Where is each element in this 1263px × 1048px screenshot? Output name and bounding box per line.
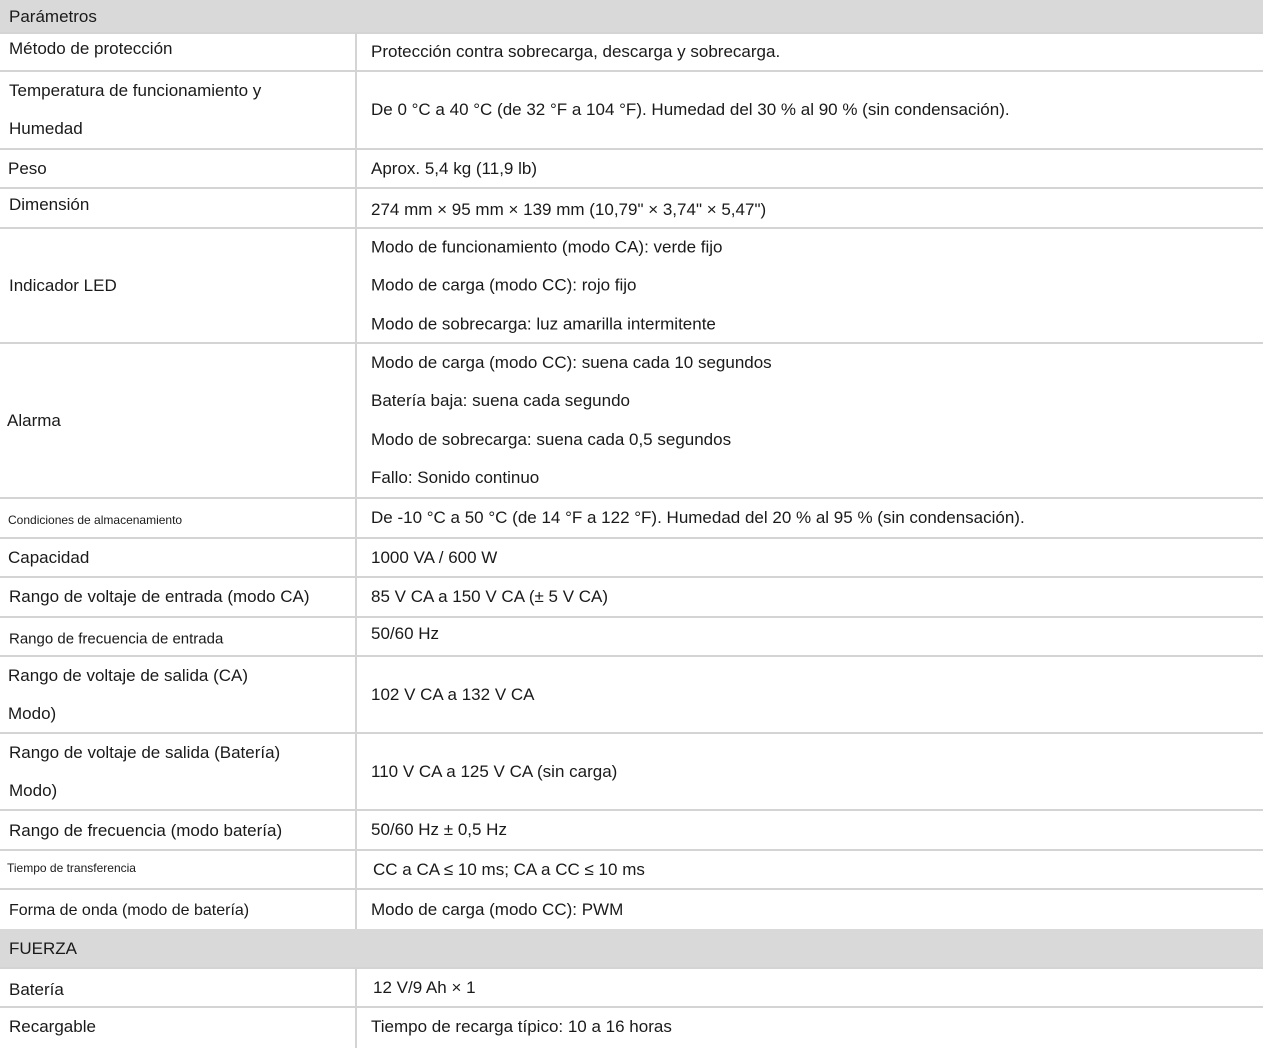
- row-value: 12 V/9 Ah × 1: [373, 977, 476, 997]
- row-label-cell: [0, 34, 357, 70]
- row-value-line: Modo de sobrecarga: luz amarilla intermitente: [371, 313, 716, 333]
- row-value-cell: [357, 539, 1263, 576]
- table-row: [0, 851, 1263, 890]
- row-value-cell: [357, 189, 1263, 227]
- table-row: [0, 229, 1263, 344]
- row-label: Capacidad: [8, 547, 90, 567]
- row-value-cell: [357, 657, 1263, 732]
- row-value-cell: [357, 890, 1263, 929]
- table-row: [0, 811, 1263, 851]
- row-label-line: Humedad: [9, 119, 83, 138]
- row-label-cell: [0, 229, 357, 342]
- row-value-cell: [357, 811, 1263, 849]
- row-label-cell: [0, 499, 357, 537]
- row-value-list: [371, 228, 1257, 344]
- table-row: [0, 1008, 1263, 1048]
- row-label-cell: [0, 1008, 357, 1048]
- row-label: Indicador LED: [9, 275, 117, 295]
- row-value-line: Fallo: Sonido continuo: [371, 468, 540, 487]
- row-value: 274 mm × 95 mm × 139 mm (10,79" × 3,74" × 5,47"): [371, 200, 767, 219]
- row-value-cell: [357, 150, 1263, 187]
- row-value-list: [371, 344, 1257, 498]
- row-value: Modo de carga (modo CC): PWM: [371, 899, 624, 919]
- section-header-params: [0, 0, 1263, 34]
- row-label-cell: [0, 189, 357, 227]
- table-row: [0, 657, 1263, 734]
- row-label: Método de protección: [9, 39, 173, 58]
- table-row: [0, 539, 1263, 578]
- table-row: [0, 72, 1263, 150]
- row-value-cell: [357, 229, 1263, 342]
- row-label: [8, 657, 349, 733]
- row-value-cell: [357, 851, 1263, 888]
- row-value-cell: [357, 344, 1263, 497]
- table-row: [0, 734, 1263, 811]
- row-value-cell: [357, 1008, 1263, 1048]
- row-value-line: Batería baja: suena cada segundo: [371, 391, 630, 410]
- row-value: De 0 °C a 40 °C (de 32 °F a 104 °F). Humedad del 30 % al 90 % (sin condensación).: [371, 100, 1010, 119]
- section-title: FUERZA: [9, 938, 77, 958]
- table-row: [0, 890, 1263, 929]
- table-row: [0, 578, 1263, 618]
- row-value-cell: [357, 618, 1263, 655]
- table-row: [0, 499, 1263, 539]
- row-value: Protección contra sobrecarga, descarga y sobrecarga.: [371, 42, 781, 61]
- row-value-line: Modo de carga (modo CC): rojo fijo: [371, 275, 637, 295]
- row-label-cell: [0, 657, 357, 732]
- row-label-cell: [0, 811, 357, 849]
- row-label-cell: [0, 150, 357, 187]
- row-label: Forma de onda (modo de batería): [9, 901, 250, 919]
- table-row: [0, 189, 1263, 229]
- row-label-cell: [0, 890, 357, 929]
- row-value-line: Modo de carga (modo CC): suena cada 10 segundos: [371, 352, 772, 372]
- table-row: [0, 344, 1263, 499]
- row-label-cell: [0, 578, 357, 616]
- row-value: 1000 VA / 600 W: [371, 547, 498, 567]
- row-label: Condiciones de almacenamiento: [8, 513, 183, 527]
- row-value-line: Modo de sobrecarga: suena cada 0,5 segundos: [371, 429, 732, 449]
- row-value: Tiempo de recarga típico: 10 a 16 horas: [371, 1017, 672, 1036]
- row-value-cell: [357, 969, 1263, 1006]
- row-label-line: Rango de voltaje de salida (Batería): [9, 742, 281, 762]
- row-label-line: Modo): [8, 703, 57, 723]
- row-value: 85 V CA a 150 V CA (± 5 V CA): [371, 587, 609, 606]
- row-label: Recargable: [9, 1017, 96, 1036]
- row-value: 50/60 Hz ± 0,5 Hz: [371, 820, 507, 839]
- row-label-cell: [0, 344, 357, 497]
- row-label: Dimensión: [9, 195, 90, 214]
- row-value: 50/60 Hz: [371, 623, 440, 643]
- row-label-cell: [0, 539, 357, 576]
- row-label: Batería: [9, 979, 64, 999]
- row-value: Aprox. 5,4 kg (11,9 lb): [371, 158, 537, 178]
- row-value: De -10 °C a 50 °C (de 14 °F a 122 °F). Humedad del 20 % al 95 % (sin condensación).: [371, 508, 1025, 527]
- table-row: [0, 618, 1263, 657]
- row-label-cell: [0, 618, 357, 655]
- row-label: [9, 72, 349, 148]
- row-value-line: Modo de funcionamiento (modo CA): verde fijo: [371, 236, 723, 256]
- row-value: 102 V CA a 132 V CA: [371, 684, 535, 704]
- row-label: Peso: [8, 158, 47, 178]
- table-row: [0, 150, 1263, 189]
- row-label-cell: [0, 734, 357, 809]
- row-value: CC a CA ≤ 10 ms; CA a CC ≤ 10 ms: [373, 859, 645, 879]
- row-value-cell: [357, 499, 1263, 537]
- row-label-cell: [0, 969, 357, 1006]
- row-label-line: Modo): [9, 780, 58, 800]
- table-row: [0, 34, 1263, 72]
- row-label-line: Rango de voltaje de salida (CA): [8, 665, 249, 685]
- row-label: Rango de frecuencia de entrada: [9, 630, 224, 647]
- row-label-line: Temperatura de funcionamiento y: [9, 81, 262, 100]
- section-title: Parámetros: [9, 6, 97, 26]
- row-label: Alarma: [7, 410, 61, 430]
- row-label-cell: [0, 851, 357, 888]
- row-label: Tiempo de transferencia: [7, 860, 136, 875]
- section-header-power: [0, 929, 1263, 969]
- row-label-cell: [0, 72, 357, 148]
- row-value-cell: [357, 34, 1263, 70]
- table-row: [0, 969, 1263, 1008]
- row-label: Rango de frecuencia (modo batería): [9, 821, 283, 840]
- row-value-cell: [357, 734, 1263, 809]
- row-label: Rango de voltaje de entrada (modo CA): [9, 587, 310, 606]
- row-value-cell: [357, 72, 1263, 148]
- row-label: [9, 734, 349, 810]
- row-value-cell: [357, 578, 1263, 616]
- row-value: 110 V CA a 125 V CA (sin carga): [371, 761, 618, 781]
